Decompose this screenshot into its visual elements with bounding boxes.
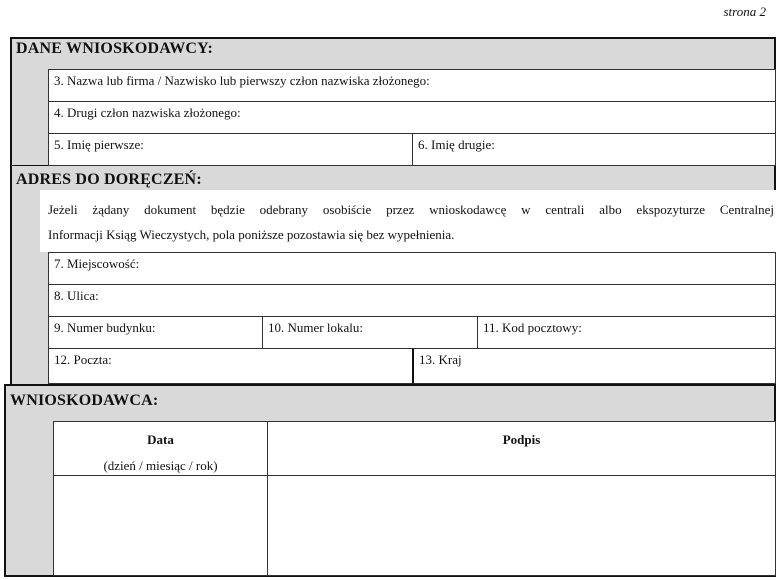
postal-code-field[interactable] [477, 316, 776, 349]
post-office-field[interactable] [48, 348, 413, 384]
date-header: Data [147, 432, 174, 447]
first-name-field[interactable] [48, 133, 413, 166]
signature-header-cell [267, 421, 776, 476]
second-surname-field[interactable] [48, 101, 776, 134]
delivery-address-title: ADRES DO DORĘCZEŃ: [16, 171, 202, 188]
country-field[interactable] [412, 348, 776, 384]
signature-header: Podpis [502, 432, 541, 447]
field-label: 8. Ulica: [54, 288, 99, 303]
page-number: strona 2 [723, 4, 766, 19]
date-input-cell[interactable] [53, 475, 268, 576]
date-header-cell [53, 421, 268, 476]
delivery-note-line1: Jeżeli żądany dokument będzie odebrany osobiście przez wnioskodawcę w centrali albo ekspozyturze Centralnej [48, 202, 774, 217]
field-label: 4. Drugi człon nazwiska złożonego: [54, 105, 241, 120]
field-label: 6. Imię drugie: [418, 137, 495, 152]
applicant-sign-title: WNIOSKODAWCA: [10, 392, 159, 409]
city-field[interactable] [48, 252, 776, 285]
street-field[interactable] [48, 284, 776, 317]
field-label: 5. Imię pierwsze: [54, 137, 144, 152]
second-name-field[interactable] [412, 133, 776, 166]
date-format-hint: (dzień / miesiąc / rok) [103, 458, 218, 473]
delivery-note-line2: Informacji Ksiąg Wieczystych, pola poniższe pozostawia się bez wypełnienia. [48, 227, 455, 242]
applicant-data-title: DANE WNIOSKODAWCY: [16, 40, 213, 57]
field-label: 13. Kraj [419, 352, 462, 367]
company-name-field[interactable] [48, 69, 776, 102]
field-label: 10. Numer lokalu: [268, 320, 363, 335]
apartment-number-field[interactable] [262, 316, 478, 349]
field-label: 7. Miejscowość: [54, 256, 140, 271]
building-number-field[interactable] [48, 316, 263, 349]
field-label: 9. Numer budynku: [54, 320, 156, 335]
field-label: 11. Kod pocztowy: [483, 320, 582, 335]
field-label: 3. Nazwa lub firma / Nazwisko lub pierwszy człon nazwiska złożonego: [54, 73, 430, 88]
field-label: 12. Poczta: [54, 352, 112, 367]
signature-input-cell[interactable] [267, 475, 776, 576]
